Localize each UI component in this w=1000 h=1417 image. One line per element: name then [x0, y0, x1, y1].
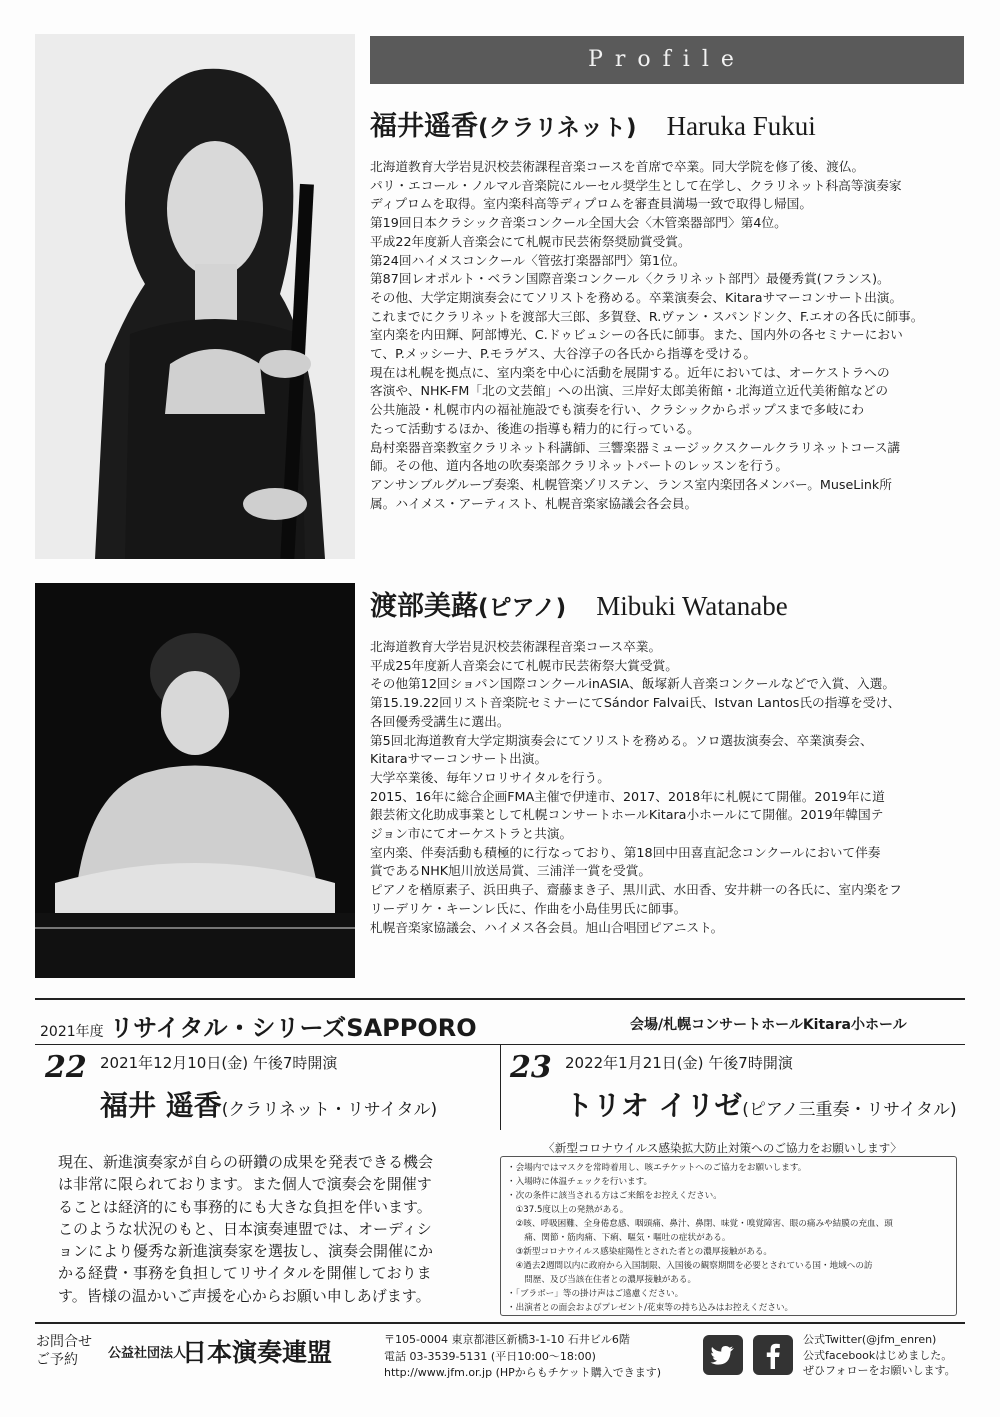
bio-line: 銀芸術文化助成事業として札幌コンサートホールKitara小ホールにて開催。2019年韓国テ	[370, 807, 884, 823]
bio-line: 各回優秀受講生に選出。	[370, 713, 510, 729]
bio-line: 客演や、NHK-FM「北の文芸館」への出演、三岸好太郎美術館・北海道立近代美術館などの	[370, 383, 889, 399]
bio-line: 属。ハイメス・アーティスト、札幌音楽家協議会各会員。	[370, 495, 698, 511]
notice-line: ④過去2週間以内に政府から入国制限、入国後の観察期間を必要とされている国・地域への訪	[507, 1261, 873, 1271]
series-year: 2021年度	[40, 1024, 104, 1040]
contact-label-booking: ご予約	[36, 1352, 78, 1368]
facebook-note: 公式facebookはじめました。	[803, 1348, 953, 1362]
concert-performer-line	[100, 1084, 437, 1124]
bio-line: 第19回日本クラシック音楽コンクール全国大会〈木管楽器部門〉第4位。	[370, 215, 787, 231]
intro-line: は非常に限られております。また個人で演奏会を開催す	[58, 1175, 432, 1194]
photo-mibuki-watanabe	[35, 583, 355, 978]
notice-line: 痛、関節・筋肉痛、下痢、嘔気・嘔吐の症状がある。	[507, 1233, 731, 1243]
bio-line: ディプロムを取得。室内楽科高等ディプロムを審査員満場一致で取得し帰国。	[370, 196, 813, 212]
intro-line: このような状況のもと、日本演奏連盟では、オーディシ	[58, 1219, 432, 1238]
notice-line: ③新型コロナウイルス感染症陽性とされた者との濃厚接触がある。	[507, 1247, 773, 1257]
bio-line: 第15.19.22回リスト音楽院セミナーにてSándor Falvai氏、Istvan Lantos氏の指導を受け、	[370, 695, 901, 711]
organization-name: 日本演奏連盟	[182, 1338, 333, 1367]
bio-line: 第24回ハイメスコンクール〈管弦打楽器部門〉第1位。	[370, 252, 686, 268]
bio-line: ジョン市にてオーケストラと共演。	[370, 826, 573, 842]
concert-divider	[500, 1044, 501, 1130]
bio-line: その他第12回ショパン国際コンクールinASIA、飯塚新人音楽コンクールなどで入賞、入選。	[370, 676, 896, 692]
notice-line: ・「ブラボー」等の掛け声はご遠慮ください。	[507, 1289, 684, 1299]
social-media-text	[803, 1332, 956, 1379]
bio-line: 公共施設・札幌市内の福祉施設でも演奏を行い、クラシックからポップスまで多岐にわ	[370, 402, 865, 418]
venue-text: 会場/札幌コンサートホールKitara小ホール	[630, 1017, 907, 1033]
twitter-bird-icon	[703, 1335, 743, 1375]
artist2-name-heading	[370, 584, 788, 623]
divider-bottom	[35, 1322, 965, 1324]
contact-address	[384, 1332, 661, 1382]
artist2-instrument: (ピアノ)	[478, 595, 567, 621]
bio-line: その他、大学定期演奏会にてソリストを務める。卒業演奏会、Kitaraサマーコンサート出演。	[370, 289, 903, 305]
bio-line: て、P.メッシーナ、P.モラゲス、大谷淳子の各氏から指導を受ける。	[370, 346, 757, 362]
website-line[interactable]: http://www.jfm.or.jp (HPからもチケット購入できます)	[384, 1366, 662, 1379]
bio-line: リーデリケ・キーンレ氏に、作曲を小島佳男氏に師事。	[370, 900, 687, 916]
bio-line: Kitaraサマーコンサート出演。	[370, 751, 548, 767]
series-introduction	[58, 1151, 478, 1307]
concert-number: 22	[45, 1050, 87, 1085]
notice-line: ・出演者との面会およびプレゼント/花束等の持ち込みはお控えください。	[507, 1303, 794, 1313]
contact-label	[36, 1333, 92, 1369]
divider-top	[35, 998, 965, 1000]
artist1-instrument: (クラリネット)	[478, 115, 637, 141]
concert-performer-line	[565, 1084, 957, 1124]
series-heading	[40, 1008, 477, 1043]
bio-line: 現在は札幌を拠点に、室内楽を中心に活動を展開する。近年においては、オーケストラへの	[370, 364, 890, 380]
concert-datetime: 2022年1月21日(金) 午後7時開演	[565, 1054, 793, 1072]
bio-line: 島村楽器音楽教室クラリネット科講師、三響楽器ミュージックスクールクラリネットコース講	[370, 439, 901, 455]
notice-line: ②咳、呼吸困難、全身倦怠感、咽頭痛、鼻汁、鼻閉、味覚・嗅覚障害、眼の痛みや結膜の充血、頭	[507, 1219, 893, 1229]
facebook-icon[interactable]	[753, 1335, 793, 1375]
address-line: 〒105-0004 東京都港区新橋3-1-10 石井ビル6階	[384, 1333, 630, 1346]
concert-performer: トリオ イリゼ	[565, 1089, 743, 1122]
concert-performer: 福井 遥香	[100, 1089, 222, 1122]
intro-line: す。皆様の温かいご声援を心からお願い申しあげます。	[58, 1286, 431, 1305]
bio-line: 北海道教育大学岩見沢校芸術課程音楽コースを首席で卒業。同大学院を修了後、渡仏。	[370, 159, 865, 174]
notice-line: ・会場内ではマスクを常時着用し、咳エチケットへのご協力をお願いします。	[507, 1163, 807, 1173]
artist2-name-jp: 渡部美蕗	[370, 591, 478, 622]
facebook-f-icon	[753, 1335, 793, 1375]
follow-request: ぜひフォローをお願いします。	[803, 1364, 956, 1377]
photo-haruka-fukui	[35, 34, 355, 559]
bio-line: 師。その他、道内各地の吹奏楽部クラリネットパートのレッスンを行う。	[370, 458, 789, 474]
covid-notice-list	[507, 1161, 952, 1315]
artist2-bio	[370, 638, 970, 937]
notice-line: 問歴、及び当該在住者との濃厚接触がある。	[507, 1275, 697, 1285]
bio-line: パリ・エコール・ノルマル音楽院にルーセル奨学生として在学し、クラリネット科高等演奏家	[370, 177, 902, 193]
bio-line: これまでにクラリネットを渡部大三郎、多賀登、R.ヴァン・スパンドンク、F.エオの各氏に師事。	[370, 308, 924, 324]
clarinetist-portrait-image	[35, 34, 355, 559]
intro-line: ョンにより優秀な新進演奏家を選抜し、演奏会開催にか	[58, 1242, 434, 1261]
bio-line: ピアノを楢原素子、浜田典子、齋藤まき子、黒川武、水田香、安井耕一の各氏に、室内楽をフ	[370, 882, 902, 898]
bio-line: 賞であるNHK旭川放送局賞、三浦洋一賞を受賞。	[370, 863, 652, 879]
bio-line: 平成25年度新人音楽会にて札幌市民芸術祭大賞受賞。	[370, 657, 678, 673]
bio-line: たって活動するほか、後進の指導も精力的に行っている。	[370, 420, 700, 436]
bio-line: アンサンブルグループ奏楽、札幌管楽ゾリステン、ランス室内楽団各メンバー。MuseLink所	[370, 476, 892, 492]
artist2-name-en: Mibuki Watanabe	[596, 591, 788, 621]
twitter-handle[interactable]: 公式Twitter(@jfm_enren)	[803, 1333, 937, 1346]
notice-line: ①37.5度以上の発熱がある。	[507, 1205, 629, 1215]
twitter-icon[interactable]	[703, 1335, 743, 1375]
notice-line: ・入場時に体温チェックを行います。	[507, 1177, 653, 1187]
bio-line: 平成22年度新人音楽会にて札幌市民芸術祭奨励賞受賞。	[370, 233, 691, 249]
phone-line: 電話 03-3539-5131 (平日10:00〜18:00)	[384, 1349, 596, 1363]
notice-line: ・次の条件に該当される方はご来館をお控えください。	[507, 1191, 722, 1201]
bio-line: 大学卒業後、毎年ソロリサイタルを行う。	[370, 769, 610, 785]
artist1-bio	[370, 158, 970, 513]
artist1-name-heading	[370, 104, 816, 143]
contact-label-inquiry: お問合せ	[36, 1334, 92, 1350]
organization-prefix: 公益社団法人	[108, 1346, 187, 1361]
bio-line: 第5回北海道教育大学定期演奏会にてソリストを務める。ソロ選抜演奏会、卒業演奏会、	[370, 732, 873, 748]
concert-type: (ピアノ三重奏・リサイタル)	[742, 1100, 957, 1120]
artist1-name-jp: 福井遥香	[370, 111, 478, 142]
bio-line: 北海道教育大学岩見沢校芸術課程音楽コース卒業。	[370, 639, 662, 654]
series-title: リサイタル・シリーズSAPPORO	[109, 1014, 477, 1042]
profile-banner: Profile	[370, 36, 964, 84]
bio-line: 第87回レオポルト・ベラン国際音楽コンクール〈クラリネット部門〉最優秀賞(フランス)。	[370, 271, 890, 287]
concert-type: (クラリネット・リサイタル)	[221, 1100, 438, 1120]
bio-line: 室内楽、伴奏活動も積極的に行なっており、第18回中田喜直記念コンクールにおいて伴奏	[370, 844, 881, 860]
concert-number: 23	[510, 1050, 552, 1085]
bio-line: 2015、16年に総合企画FMA主催で伊達市、2017、2018年に札幌にて開催。2019年に道	[370, 788, 885, 804]
concert-datetime: 2021年12月10日(金) 午後7時開演	[100, 1054, 338, 1072]
intro-line: かる経費・事務を負担してリサイタルを開催しておりま	[58, 1264, 432, 1283]
bio-line: 札幌音楽家協議会、ハイメス各会員。旭山合唱団ピアニスト。	[370, 919, 724, 935]
covid-notice-title: 〈新型コロナウイルス感染拡大防止対策へのご協力をお願いします〉	[543, 1141, 902, 1155]
artist1-name-en: Haruka Fukui	[666, 111, 816, 141]
pianist-portrait-image	[35, 583, 355, 978]
intro-line: 現在、新進演奏家が自らの研鑽の成果を発表できる機会	[58, 1153, 434, 1171]
bio-line: 室内楽を内田輝、阿部博光、C.ドゥビュシーの各氏に師事。また、国内外の各セミナーにおい	[370, 327, 903, 343]
intro-line: ることは経済的にも事務的にも大きな負担を伴います。	[58, 1197, 432, 1216]
